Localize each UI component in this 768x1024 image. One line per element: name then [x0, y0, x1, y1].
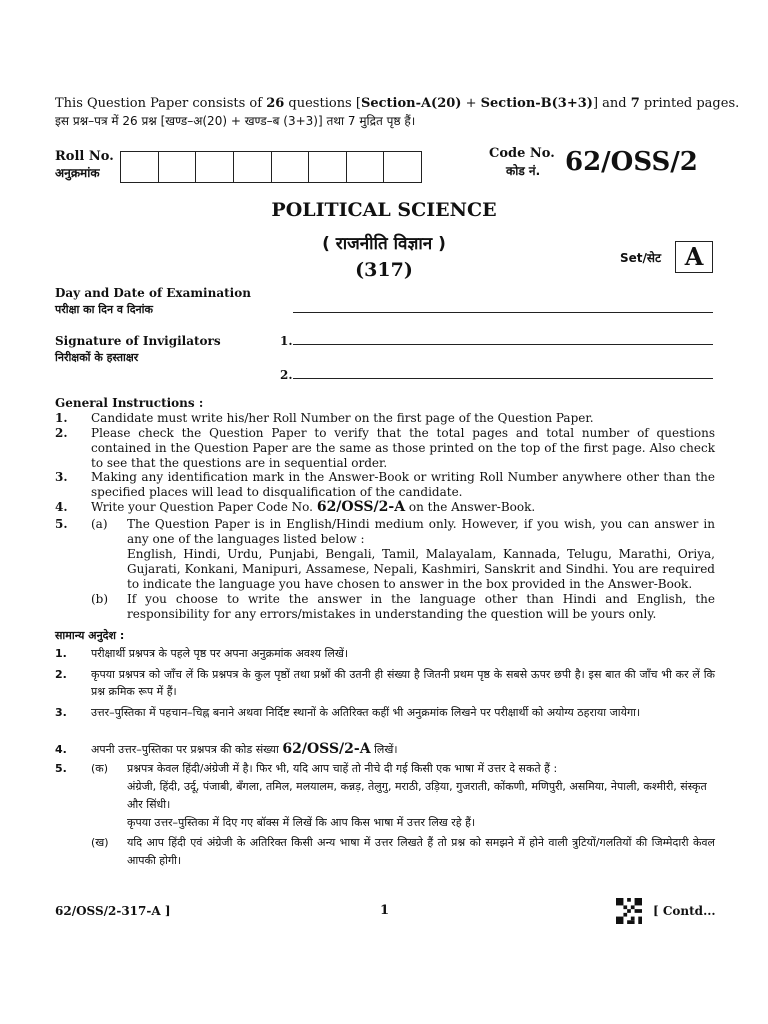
instruction-item: 3. Making any identification mark in the Answer-Book or writing Roll Number anywhere other than the specified places will lead to disqualification of the candidate.	[55, 470, 715, 499]
roll-cell[interactable]	[159, 152, 197, 182]
page-number: 1	[380, 903, 390, 918]
exam-date-line[interactable]	[293, 312, 713, 313]
exam-date-label-en: Day and Date of Examination	[55, 286, 251, 300]
signature-2-line[interactable]	[293, 378, 713, 379]
roll-cell[interactable]	[121, 152, 159, 182]
paper-summary-en: This Question Paper consists of 26 questions [Section-A(20) + Section-B(3+3)] and 7 printed pages.	[55, 96, 740, 111]
signature-2-number: 2.	[280, 368, 293, 382]
code-label-hi: कोड नं.	[506, 164, 541, 178]
instruction-item-hi: 5. (क) प्रश्नपत्र केवल हिंदी/अंग्रेजी में है। फिर भी, यदि आप चाहें तो नीचे दी गई किसी एक भाषा में उत्तर दे सकते हैं : अंग्रेजी, हिंदी, उर्दू, पंजाबी, बँगला, तमिल, मलयालम, कन्नड़, तेलुगु, मराठी, उड़िया, गुजराती, कोंकणी, मणिपुरी, असमिया, नेपाली, कश्मीरी, संस्कृत और सिंधी। कृपया उत्तर–पुस्तिका में दिए गए बॉक्स में लिखें कि आप किस भाषा में उत्तर लिख रहे हैं।	[55, 762, 707, 829]
invigilator-label-hi: निरीक्षकों के हस्ताक्षर	[55, 351, 139, 364]
instructions-heading-hi: सामान्य अनुदेश :	[55, 629, 125, 642]
instruction-item-hi: (ख) यदि आप हिंदी एवं अंग्रेजी के अतिरिक्त किसी अन्य भाषा में उत्तर लिखते हैं तो प्रश्न को समझने में होने वाली त्रुटियों/गलतियों की जिम्मेदारी केवल आपकी होगी।	[91, 836, 715, 867]
roll-cell[interactable]	[234, 152, 272, 182]
subject-title: POLITICAL SCIENCE	[271, 199, 497, 221]
roll-cell[interactable]	[272, 152, 310, 182]
roll-label-hi: अनुक्रमांक	[55, 166, 100, 180]
qr-code-icon	[615, 898, 643, 924]
instruction-item-hi: 2. कृपया प्रश्नपत्र को जाँच लें कि प्रश्नपत्र के कुल पृष्ठों तथा प्रश्नों की उतनी ही संख्या है जितनी प्रथम पृष्ठ के सबसे ऊपर छपी है। इस बात की जाँच भी कर लें कि प्रश्न क्रमिक रूप में हैं।	[55, 668, 715, 698]
roll-label-en: Roll No.	[55, 149, 114, 164]
instruction-item: 2. Please check the Question Paper to verify that the total pages and total number of questions contained in the Question Paper are the same as those printed on the top of the first page. Also check to see that the questions are in sequential order.	[55, 426, 715, 470]
continued-note: [ Contd...	[653, 904, 716, 918]
instructions-heading-en: General Instructions :	[55, 396, 204, 410]
instruction-item-hi: 3. उत्तर–पुस्तिका में पहचान–चिह्न बनाने अथवा निर्दिष्ट स्थानों के अतिरिक्त कहीं भी अनुक्रमांक लिखने पर परीक्षार्थी को अयोग्य ठहराया जायेगा।	[55, 706, 641, 719]
instruction-item: 4. Write your Question Paper Code No. 62/OSS/2-A on the Answer-Book.	[55, 499, 536, 515]
instruction-item-hi: 1. परीक्षार्थी प्रश्नपत्र के पहले पृष्ठ पर अपना अनुक्रमांक अवश्य लिखें।	[55, 647, 348, 660]
invigilator-label-en: Signature of Invigilators	[55, 334, 221, 348]
instruction-item: 5. (a) The Question Paper is in English/Hindi medium only. However, if you wish, you can answer in any one of the languages listed below : English, Hindi, Urdu, Punjabi, Bengali, Tamil, Malayalam, Kannada, Telugu, Marathi, Oriya, Gujarati, Konkani, Manipuri, Assamese, Nepali, Kashmiri, Sanskrit and Sindhi. You are required to indicate the language you have chosen to answer in the box provided in the Answer-Book.	[55, 517, 715, 591]
roll-cell[interactable]	[309, 152, 347, 182]
roll-cell[interactable]	[347, 152, 385, 182]
roll-number-boxes[interactable]	[120, 151, 422, 183]
roll-cell[interactable]	[196, 152, 234, 182]
instruction-item: (b) If you choose to write the answer in the language other than Hindi and English, the responsibility for any errors/mistakes in understanding the question will be yours only.	[91, 592, 715, 621]
set-label: Set/सेट	[620, 251, 662, 265]
code-label-en: Code No.	[489, 146, 555, 161]
signature-1-number: 1.	[280, 334, 293, 348]
paper-summary-hi: इस प्रश्न–पत्र में 26 प्रश्न [खण्ड–अ(20) + खण्ड–ब (3+3)] तथा 7 मुद्रित पृष्ठ हैं।	[55, 114, 416, 128]
set-box: A	[675, 241, 713, 273]
footer-paper-code: 62/OSS/2-317-A ]	[55, 904, 171, 918]
instruction-item: 1. Candidate must write his/her Roll Number on the first page of the Question Paper.	[55, 411, 594, 425]
code-number: 62/OSS/2	[565, 147, 698, 177]
subject-title-hi: ( राजनीति विज्ञान )	[322, 234, 446, 254]
instruction-item-hi: 4. अपनी उत्तर–पुस्तिका पर प्रश्नपत्र की कोड संख्या 62/OSS/2-A लिखें।	[55, 741, 398, 757]
roll-cell[interactable]	[384, 152, 421, 182]
exam-date-label-hi: परीक्षा का दिन व दिनांक	[55, 303, 153, 316]
signature-1-line[interactable]	[293, 344, 713, 345]
subject-code: (317)	[355, 259, 413, 281]
